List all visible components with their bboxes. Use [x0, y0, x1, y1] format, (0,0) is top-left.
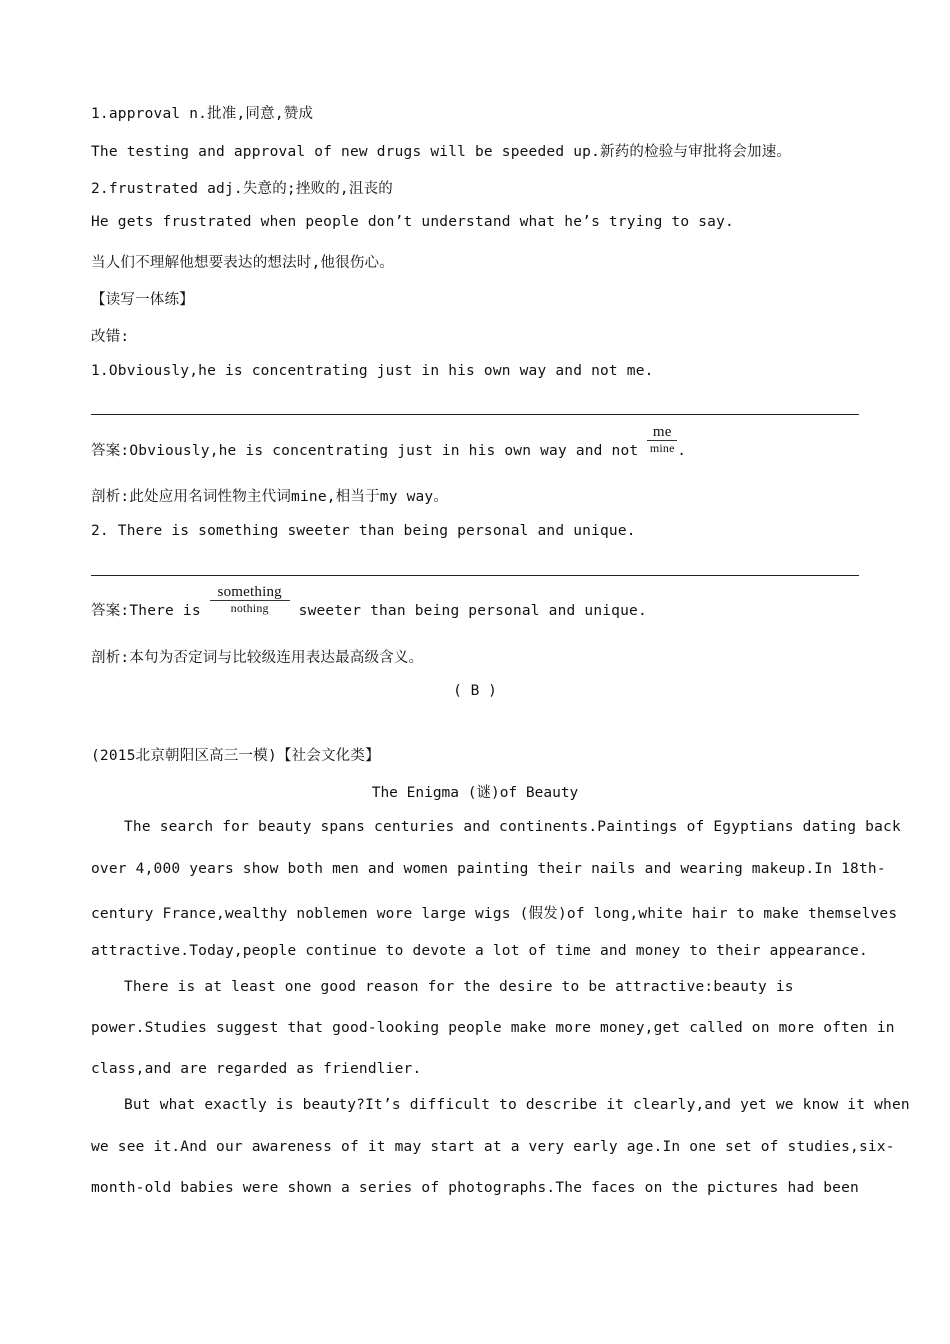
answer-1	[91, 424, 687, 460]
answer-2-suffix: sweeter than being personal and unique.	[289, 603, 647, 619]
passage-line: century France,wealthy noblemen wore large wigs (假发)of long,white hair to make themselves	[91, 906, 898, 922]
correction-label: 改错:	[91, 329, 130, 345]
answer-2-prefix: 答案:There is	[91, 603, 210, 619]
question-1: 1.Obviously,he is concentrating just in his own way and not me.	[91, 363, 654, 379]
correction-1-bottom: mine	[649, 441, 675, 455]
vocab-1-example: The testing and approval of new drugs will be speeded up.新药的检验与审批将会加速。	[91, 144, 792, 160]
correction-mark-1	[647, 424, 677, 455]
passage-line: class,and are regarded as friendlier.	[91, 1061, 422, 1077]
vocab-2-translation: 当人们不理解他想要表达的想法时,他很伤心。	[91, 255, 394, 271]
answer-rule-2	[91, 575, 859, 576]
analysis-1: 剖析:此处应用名词性物主代词mine,相当于my way。	[91, 489, 449, 505]
answer-2	[91, 584, 647, 620]
correction-1-top: me	[652, 424, 672, 440]
answer-rule-1	[91, 414, 859, 415]
answer-choice: ( B )	[453, 683, 497, 699]
analysis-2: 剖析:本句为否定词与比较级连用表达最高级含义。	[91, 650, 424, 666]
passage-line: But what exactly is beauty?It’s difficult to describe it clearly,and yet we know it when	[124, 1097, 910, 1113]
passage-line: month-old babies were shown a series of photographs.The faces on the pictures had been	[91, 1180, 859, 1196]
passage-line: we see it.And our awareness of it may start at a very early age.In one set of studies,six-	[91, 1139, 895, 1155]
passage-line: power.Studies suggest that good-looking people make more money,get called on more often in	[91, 1020, 895, 1036]
passage-line: There is at least one good reason for the desire to be attractive:beauty is	[124, 979, 794, 995]
correction-2-bottom: nothing	[230, 601, 269, 615]
passage-line: over 4,000 years show both men and women painting their nails and wearing makeup.In 18th-	[91, 861, 886, 877]
vocab-2-head: 2.frustrated adj.失意的;挫败的,沮丧的	[91, 181, 393, 197]
vocab-2-example: He gets frustrated when people don’t understand what he’s trying to say.	[91, 214, 734, 230]
section-title: 【读写一体练】	[91, 292, 194, 308]
question-2: 2. There is something sweeter than being personal and unique.	[91, 523, 636, 539]
correction-mark-2	[210, 584, 290, 615]
passage-title: The Enigma (谜)of Beauty	[371, 785, 579, 801]
passage-source: (2015北京朝阳区高三一模)【社会文化类】	[91, 748, 380, 764]
correction-2-top: something	[217, 584, 282, 600]
vocab-1-head: 1.approval n.批准,同意,赞成	[91, 106, 314, 122]
answer-1-suffix: .	[677, 443, 687, 459]
passage-line: attractive.Today,people continue to devote a lot of time and money to their appearance.	[91, 943, 868, 959]
passage-line: The search for beauty spans centuries and continents.Paintings of Egyptians dating back	[124, 819, 901, 835]
answer-1-prefix: 答案:Obviously,he is concentrating just in his own way and not	[91, 443, 648, 459]
